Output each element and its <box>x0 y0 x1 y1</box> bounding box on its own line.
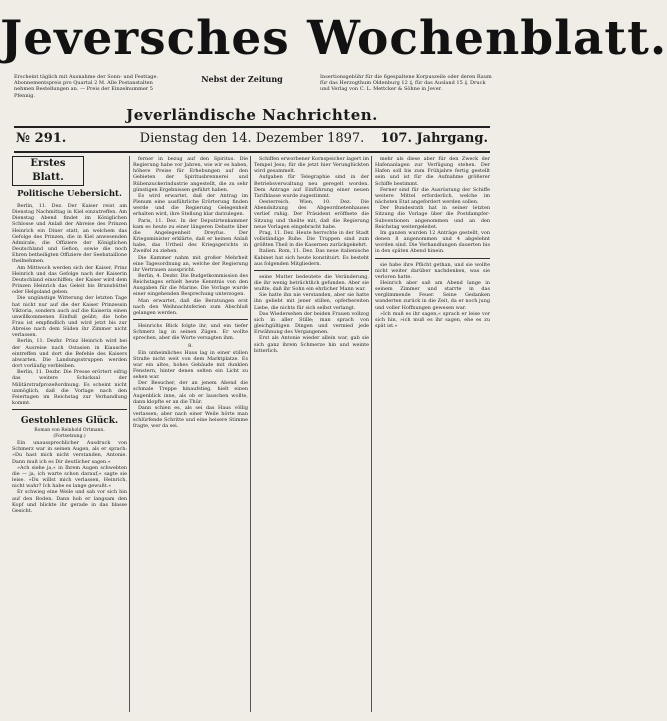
section-rule <box>12 409 127 410</box>
masthead-title: Jeversches Wochenblatt. <box>0 11 667 66</box>
column-divider <box>250 156 251 712</box>
column-2 <box>133 156 248 716</box>
column-1 <box>12 156 127 716</box>
volume-year: 107. Jahrgang. <box>380 131 488 146</box>
story-paragraph: Erst als Antonie wieder allein war, gab sie sich ganz ihrem Schmerze hin und weinte bitterlich. <box>254 335 369 354</box>
story-paragraph: Ein unaussprechlicher Ausdruck von Schmerz war in seinen Augen, als er sprach: »Du hast mich nicht verstanden, Antonie. Dann muß ich es Dir deutlicher sagen.« <box>12 440 127 465</box>
issue-number: № 291. <box>16 131 67 146</box>
first-sheet-label: Erstes Blatt. <box>12 156 84 186</box>
story-paragraph: Heinrich aber saß am Abend lange in seinem Zimmer und starrte in das verglimmende Feuer. Seine Gedanken wanderten zurück in die Zeit, da er noch jung und voller Hoffnungen gewesen war. <box>375 279 490 311</box>
article-paragraph: Es wird erwartet, daß der Antrag im Plenum eine ausführliche Erörterung finden werde und die Regierung Gelegenheit erhalten wird, ihre Stellung klar darzulegen. <box>133 192 248 218</box>
article-paragraph: Der Bundesrath hat in seiner letzten Sitzung die Vorlage über die Postdampfer-Subventionen angenommen und an den Reichstag weitergeleitet. <box>375 205 490 230</box>
story-paragraph: sie habe ihre Pflicht gethan, und sie wollte nicht weiter darüber nachdenken, was sie verloren hatte. <box>375 261 490 280</box>
article-paragraph: Berlin, 11. Dezbr. Die Presse erörtert eifrig das weitere Schicksal der Militärstrafprozeßordnung. Es scheint nicht unmöglich, daß die Vorlage nach den Feiertagen im Reichstag zur Verhandlung kommt. <box>12 369 127 406</box>
supplement-title: Jeverländische Nachrichten. <box>126 106 378 124</box>
story-paragraph: »Ich muß es ihr sagen,« sprach er leise vor sich hin, »ich muß es ihr sagen, ehe es zu spät ist.« <box>375 310 490 330</box>
article-paragraph: Prag, 11. Dez. Heute herrschte in der Stadt vollständige Ruhe. Die Truppen sind zum größten Theil in die Kasernen zurückgekehrt. <box>254 229 369 249</box>
story-title: Gestohlenes Glück. <box>20 416 119 427</box>
article-paragraph: Italien. Rom, 11. Dez. Das neue italienische Kabinet hat sich heute konstituirt. Es besteht aus folgenden Mitgliedern. <box>254 248 369 267</box>
story-paragraph: Das Wiedersehen der beiden Frauen vollzog sich in aller Stille; man sprach von gleichgültigen Dingen und vermied jede Erwähnung des Vergangenen. <box>254 310 369 336</box>
article-paragraph: Die Kammer nahm mit großer Mehrheit eine Tagesordnung an, welche der Regierung ihr Vertrauen ausspricht. <box>133 254 248 273</box>
column-4 <box>375 156 490 716</box>
story-paragraph: seine Mutter bedeutete die Veränderung, die ihr wenig beträchtlich gefunden. Aber sie wußte, daß ihr Sohn ein ehrlicher Mann war. <box>254 273 369 293</box>
dateline-rule <box>14 151 490 153</box>
column-3 <box>254 156 369 716</box>
story-paragraph: Dann schien es, als sei das Haus völlig verlassen; aber nach einer Weile hörte man schlürfende Schritte und eine heisere Stimme fragte, wer da sei. <box>133 404 248 430</box>
story-continuation: (Fortsetzung.) <box>53 434 86 440</box>
article-paragraph: Ferner sind für die Ausrüstung der Schiffe weitere Mittel erforderlich, welche im nächsten Etat angefordert werden sollen. <box>375 186 490 206</box>
article-paragraph: ferner in bezug auf den Spiritus. Die Regierung habe vor Jahren, wie wir es haben, höhere Preise für Erhebungen auf den Gebieten der Spiritusbrennerei und Rübenzuckerindustrie angestellt, die zu sehr günstigen Ergebnissen geführt haben. <box>133 156 248 193</box>
article-paragraph: Paris, 11. Dez. In der Deputirtenkammer kam es heute zu einer längeren Debatte über die Angelegenheit Dreyfus. Der Kriegsminister erklärte, daß er keinen Anlaß habe, das Urtheil des Kriegsgerichts in Zweifel zu ziehen. <box>133 217 248 255</box>
article-paragraph: Berlin, 11. Dezbr. Prinz Heinrich wird bei der Ausreise nach Ostasien in Kiausche eintreffen und dort die Befehle des Kaisers abwarten. Die Landungsstruppen werden dort vorläufig verbleiben. <box>12 338 127 370</box>
chapter-number: 8. <box>188 342 193 349</box>
dateline <box>14 127 490 151</box>
subscription-notice: Erscheint täglich mit Ausnahme der Sonn- und Festtage. Abonnementspreis pro Quartal 2 M. Alle Postanstalten nehmen Bestellungen an. — Preis der Einzelnummer 5 Pfennig. <box>14 74 159 99</box>
article-paragraph: Die ungünstige Witterung der letzten Tage hat nicht nur auf die der Kaiser Prinzessin Viktoria, sondern auch auf die Kaiserin einen unwillkommenen Einfluß geübt; die hohe Frau ist empfindlich und wird jetzt bis zur Abreise nach dem Süden ihr Zimmer nicht verlassen. <box>12 295 127 339</box>
supplement-intro: Nebst der Zeitung <box>201 74 283 84</box>
story-paragraph: Ein unheimliches Haus lag in einer stillen Straße nicht weit von dem Marktplatze. Es war ein altes, hohes Gebäude mit dunklen Fenstern, hinter denen selten ein Licht zu sehen war. <box>133 349 248 381</box>
article-paragraph: Am Mittwoch werden sich der Kaiser, Prinz Heinrich und das Gefolge nach der Kaiserin Deutschland einschiffen; der Kaiser wird dem Prinzen Heinrich das Geleit bis Brunsbüttel oder Helgoland geben. <box>12 264 127 296</box>
article-paragraph: Aufgaben für Telegraphie sind in der Betriebsverwaltung neu geregelt worden. Dem Antrage auf Einführung einer neuen Tarifklasse wurde zugestimmt. <box>254 174 369 199</box>
story-byline: Roman von Reinhold Ortmann. <box>34 428 105 434</box>
advertising-notice: Insertionsgebühr für die 6gespaltene Korpuszeile oder deren Raum für das Herzogthum Oldenburg 12 ₰, für das Ausland 15 ₰. Druck und Verlag von C. L. Mettcker & Söhne in Jever. <box>320 74 492 93</box>
story-paragraph: Er schwieg eine Weile und sah vor sich hin auf den Boden. Dann hob er langsam den Kopf und blickte ihr gerade in das blasse Gesicht. <box>12 489 127 514</box>
section-heading: Politische Uebersicht. <box>17 189 122 199</box>
section-rule <box>254 270 369 271</box>
story-paragraph: »Ach siehe ja,« in Ihrem Augen schwebten die — ja, ich warte schon darauf,« sagte sie leise. »Du willst mich verlassen, Heinrich, nicht wahr? Ich habe es lange gewußt.« <box>12 464 127 490</box>
article-paragraph: Schiffen erworbener Kornspeicher lagert im Tempel Jesu; für die jetzt hier Verunglückten wird gesammelt. <box>254 156 369 175</box>
story-paragraph: Sie hatte ihn nie verstanden, aber sie hatte ihn geliebt mit jener stillen, opferbereiten Liebe, die nichts für sich selbst verlangt. <box>254 292 369 311</box>
masthead-middle <box>172 74 312 108</box>
article-paragraph: Im ganzen wurden 12 Anträge gestellt, von denen 8 angenommen und 4 abgelehnt worden sind. Die Verhandlungen dauerten bis in den späten Abend hinein. <box>375 229 490 255</box>
column-divider <box>129 156 130 712</box>
story-paragraph: Der Besucher, der an jenem Abend die schmale Treppe hinaufstieg, hielt einen Augenblick inne, als ob er lauschen wollte, dann klopfte er an die Thür. <box>133 380 248 405</box>
column-divider <box>371 156 372 712</box>
article-paragraph: Oesterreich. Wien, 10. Dez. Die Abendsitzung des Abgeordnetenhauses verlief ruhig. Der Präsident eröffnete die Sitzung und theilte mit, daß die Regierung neue Vorlagen eingebracht habe. <box>254 199 369 230</box>
section-rule <box>133 319 248 320</box>
section-rule <box>375 258 490 259</box>
story-paragraph: Heinrichs Blick folgte ihr, und ein tiefer Schmerz lag in seinen Zügen. Er wollte sprechen, aber die Worte versagten ihm. <box>133 323 248 342</box>
article-paragraph: Man erwartet, daß die Beratungen erst nach den Weihnachtsferien zum Abschluß gelangen werden. <box>133 297 248 316</box>
article-paragraph: Berlin, 11. Dez. Der Kaiser reist am Dienstag Nachmittag in Kiel einzutreffen. Am Dienstag Abend findet im Königlichen Schlosse und Anlaß der Abreise des Prinzen Heinrich ein Diner statt, an welchem das Gefolge des Prinzen, die in Kiel anwesenden Admirale, die Offiziere der Königlichen Deutschland und Gefion, sowie die noch Ehren betheiligten Offiziere der Seebataillone theilnehmen. <box>12 203 127 265</box>
article-paragraph: mehr als diese aber für den Zweck der Hafenanlagen zur Verfügung stehen. Der Hafen soll bis zum Frühjahre fertig gestellt sein und ist für die Aufnahme größerer Schiffe bestimmt. <box>375 156 490 187</box>
article-paragraph: Berlin, 4. Dezbr. Die Budgetkommission des Reichstages erhielt heute Kenntnis von den Ausgaben für die Marine. Die Vorlage wurde einer eingehenden Besprechung unterzogen. <box>133 272 248 298</box>
issue-date: Dienstag den 14. Dezember 1897. <box>139 131 365 146</box>
